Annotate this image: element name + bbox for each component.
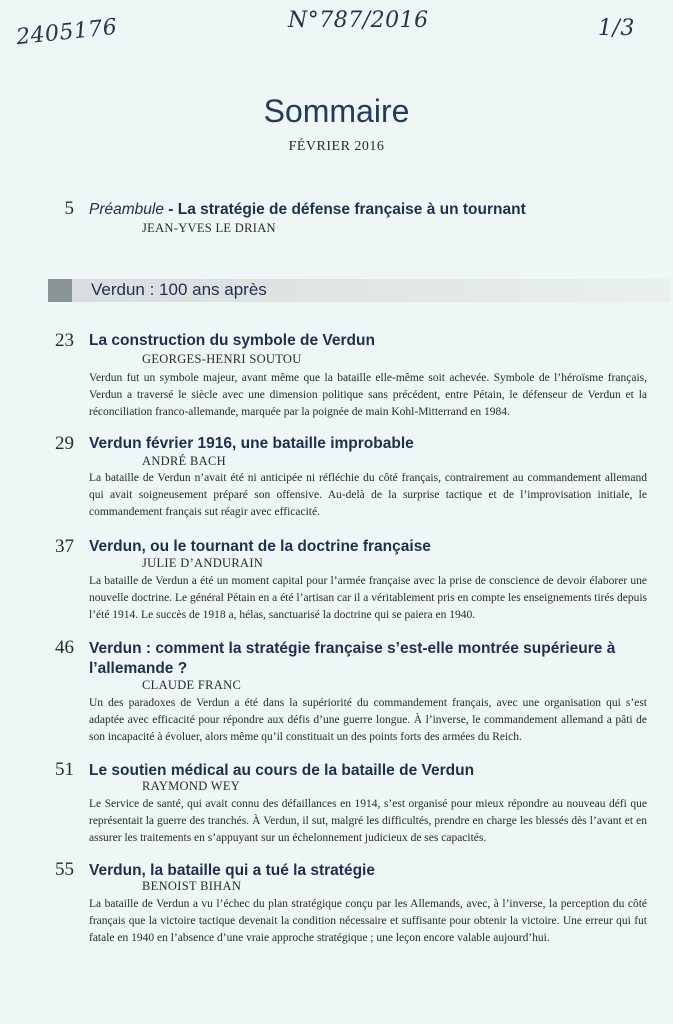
page-number: 55 [55,859,74,880]
entry-title [89,200,649,220]
author: JEAN-YVES LE DRIAN [142,221,276,235]
entry-title: La construction du symbole de Verdun [89,332,375,349]
author: GEORGES-HENRI SOUTOU [142,352,302,366]
entry-title: Verdun février 1916, une bataille improbable [89,435,414,452]
author: RAYMOND WEY [142,779,241,793]
page-title: Sommaire [263,93,410,129]
page-number: 37 [55,536,74,557]
abstract: La bataille de Verdun a vu l’échec du plan stratégique conçu par les Allemands, avec, à l’inverse, la perception du côté français que la victoire tactique devenait la condition nécessaire et suffisante pour obtenir la victoire. Une erreur qui fut fatale en 1940 en l’absence d’une vraie approche stratégique ; une leçon encore valable aujourd’hui. [89,898,647,944]
entry-title: Verdun : comment la stratégie française s’est-elle montrée supérieure à l’allemande ? [89,640,616,677]
issue-date: FÉVRIER 2016 [288,139,385,154]
handwritten-issue-number: N°787/2016 [288,8,429,33]
preamble-separator: - [163,201,178,218]
page-number: 23 [55,330,74,351]
author: CLAUDE FRANC [142,678,242,692]
entry-title: Verdun, la bataille qui a tué la stratégie [89,862,375,879]
page-number: 5 [64,198,74,219]
section-marker [48,279,72,302]
page-number: 29 [55,433,74,454]
entry-title: Verdun, ou le tournant de la doctrine française [89,538,431,555]
page-number: 51 [55,759,74,780]
entry-title: Le soutien médical au cours de la bataille de Verdun [89,762,475,779]
abstract: Un des paradoxes de Verdun a été dans la supériorité du commandement français, avec une organisation qui s’est adaptée avec efficacité pour répondre aux défis d’une guerre longue. À l’inverse, le commandement allemand a pâti de son incapacité à évoluer, alors même qu’il constituait un des points forts des armées du Reich. [89,697,647,743]
handwritten-reference: 2405176 [14,14,119,51]
author: JULIE D’ANDURAIN [142,556,264,570]
abstract: Le Service de santé, qui avait connu des défaillances en 1914, s’est organisé pour mieux répondre au nouveau défi que représentait la guerre des tranchés. À Verdun, il sut, malgré les difficultés, prendre en charge les blessés dès l’avant et en assurer les traitements en s’appuyant sur un échelonnement judicieux de ses capacités. [89,798,647,844]
author: BENOIST BIHAN [142,879,242,893]
handwritten-page-count: 1/3 [598,16,635,41]
abstract: La bataille de Verdun n’avait été ni anticipée ni réfléchie du côté français, contrairement au commandement allemand qui avait soigneusement préparé son offensive. Au-delà de la surprise tactique et de l’improvisation initiale, le commandement français sut réagir avec efficacité. [89,472,647,518]
abstract: Verdun fut un symbole majeur, avant même que la bataille elle-même soit achevée. Symbole de l’héroïsme français, Verdun a traversé le siècle avec une dimension politique sans précédent, entre Pétain, le défenseur de Verdun et la réconciliation franco-allemande, marquée par la poignée de main Kohl-Mitterrand en 1984. [89,372,647,418]
preamble-title: La stratégie de défense française à un tournant [177,201,526,218]
section-title: Verdun : 100 ans après [91,280,267,299]
preamble-label: Préambule [89,201,164,218]
author: ANDRÉ BACH [142,454,226,468]
page-number: 46 [55,637,74,658]
abstract: La bataille de Verdun a été un moment capital pour l’armée française avec la prise de conscience de devoir élaborer une nouvelle doctrine. Le général Pétain en a été l’artisan car il a véritablement pris en compte les enseignements tirés depuis l’été 1914. Le succès de 1918 a, hélas, sanctuarisé la doctrine qui se paiera en 1940. [89,575,647,621]
